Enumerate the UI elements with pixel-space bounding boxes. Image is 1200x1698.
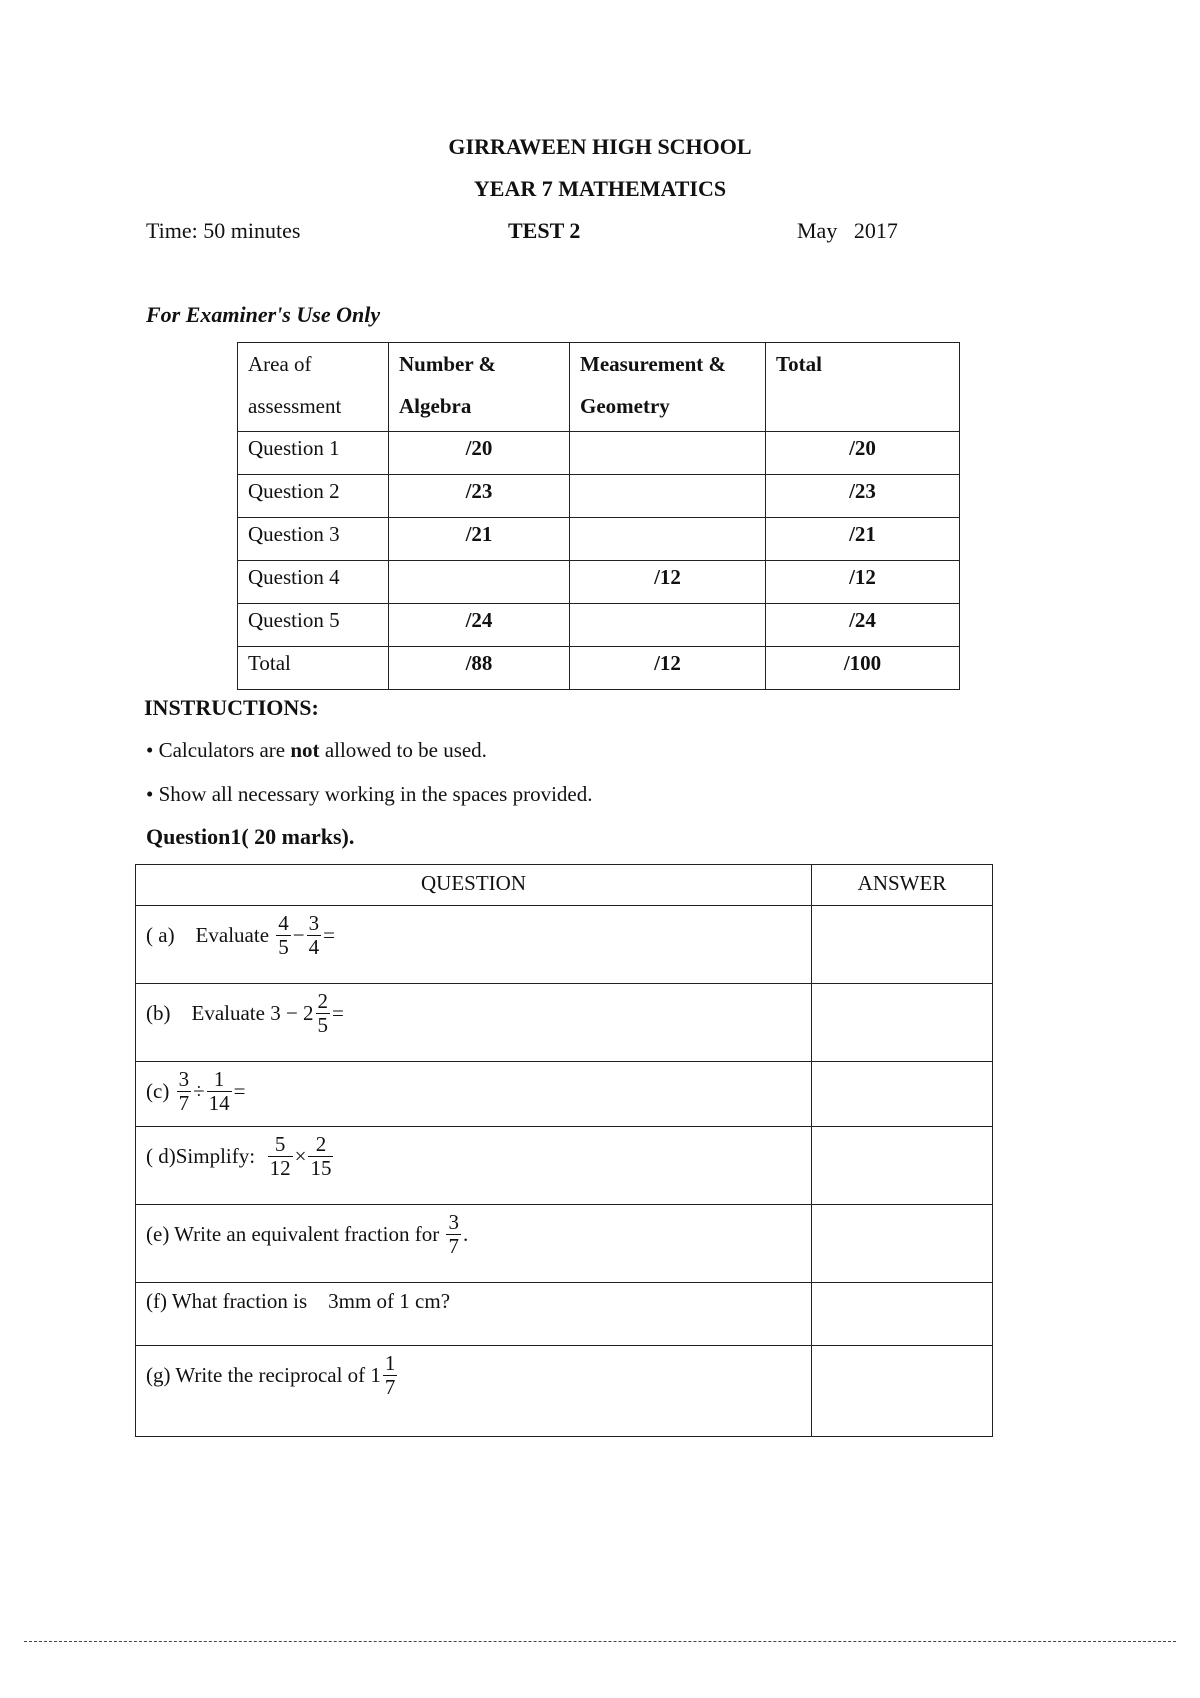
question-row-b: [136, 984, 993, 1062]
question1-table: [135, 864, 993, 1437]
answer-cell[interactable]: [812, 1062, 993, 1127]
table-row: [238, 561, 960, 604]
examiner-table-header: [238, 343, 960, 432]
question-label: (e) Write an equivalent fraction for: [146, 1222, 445, 1247]
answer-cell[interactable]: [812, 1346, 993, 1437]
question-row-c: [136, 1062, 993, 1127]
subject-title: YEAR 7 MATHEMATICS: [473, 176, 727, 201]
table-row: [238, 647, 960, 690]
fraction: [316, 990, 331, 1037]
question-table-header: [136, 865, 993, 906]
test-title: TEST 2: [508, 218, 581, 243]
denominator: 7: [384, 1375, 396, 1400]
cell-total: /21: [766, 518, 960, 561]
instructions-heading: INSTRUCTIONS:: [144, 695, 319, 720]
row-label: Question 2: [238, 475, 389, 518]
question-label: (c): [146, 1079, 175, 1104]
cell-total: /100: [766, 647, 960, 690]
header-total: Total: [766, 343, 960, 432]
question-label: (g) Write the reciprocal of 1: [146, 1363, 381, 1388]
question1-heading: Question1( 20 marks).: [146, 824, 355, 849]
period: .: [462, 1222, 469, 1247]
denominator: 5: [317, 1013, 329, 1038]
numerator: 5: [268, 1133, 293, 1157]
numerator: 1: [384, 1351, 396, 1375]
question-row-g: [136, 1346, 993, 1437]
fraction: [307, 912, 322, 959]
table-row: [238, 475, 960, 518]
denominator: 15: [310, 1156, 332, 1181]
fraction: [276, 912, 291, 959]
cell-measurement-geometry: [570, 604, 766, 647]
question-cell: [136, 1205, 812, 1283]
cell-total: /24: [766, 604, 960, 647]
cell-number-algebra: /20: [389, 432, 570, 475]
fraction: [308, 1133, 333, 1180]
table-row: [238, 518, 960, 561]
footer-divider: [24, 1641, 1176, 1642]
question-row-e: [136, 1205, 993, 1283]
numerator: 1: [207, 1068, 232, 1092]
cell-total: /12: [766, 561, 960, 604]
school-name: GIRRAWEEN HIGH SCHOOL: [448, 134, 752, 159]
question-label: (b) Evaluate 3 − 2: [146, 1001, 314, 1026]
question-row-a: [136, 906, 993, 984]
equals-sign: =: [233, 1079, 246, 1104]
question-cell: [136, 1127, 812, 1205]
cell-measurement-geometry: /12: [570, 647, 766, 690]
question-row-d: [136, 1127, 993, 1205]
numerator: 2: [308, 1133, 333, 1157]
cell-total: /20: [766, 432, 960, 475]
numerator: 3: [448, 1210, 459, 1234]
question-cell: [136, 1283, 812, 1346]
table-row: [238, 604, 960, 647]
cell-total: /23: [766, 475, 960, 518]
denominator: 14: [208, 1091, 230, 1116]
fraction: [207, 1068, 232, 1115]
equals-sign: =: [323, 923, 335, 948]
answer-cell[interactable]: [812, 1283, 993, 1346]
question-label: ( d)Simplify:: [146, 1144, 266, 1169]
cell-number-algebra: [389, 561, 570, 604]
cell-number-algebra: /23: [389, 475, 570, 518]
question-cell: [136, 1346, 812, 1437]
question-column-header: QUESTION: [136, 865, 812, 906]
denominator: 7: [448, 1234, 459, 1259]
instruction-working: • Show all necessary working in the spaces provided.: [146, 782, 593, 806]
row-label: Question 4: [238, 561, 389, 604]
cell-number-algebra: /24: [389, 604, 570, 647]
test-date: May 2017: [797, 218, 898, 243]
question-label: (f) What fraction is 3mm of 1 cm?: [146, 1289, 451, 1313]
operator: ÷: [193, 1079, 205, 1104]
answer-cell[interactable]: [812, 1205, 993, 1283]
table-row: [238, 432, 960, 475]
cell-number-algebra: /21: [389, 518, 570, 561]
fraction: [383, 1352, 398, 1399]
question-row-f: [136, 1283, 993, 1346]
row-label: Question 3: [238, 518, 389, 561]
cell-measurement-geometry: [570, 432, 766, 475]
cell-measurement-geometry: [570, 475, 766, 518]
numerator: 2: [317, 989, 329, 1013]
cell-measurement-geometry: [570, 518, 766, 561]
question-cell: [136, 1062, 812, 1127]
numerator: 3: [178, 1067, 190, 1091]
answer-cell[interactable]: [812, 906, 993, 984]
operator: ×: [294, 1144, 307, 1169]
fraction: [177, 1068, 192, 1115]
question-cell: [136, 984, 812, 1062]
denominator: 7: [178, 1091, 190, 1116]
instruction-calculators: [146, 738, 487, 763]
answer-cell[interactable]: [812, 984, 993, 1062]
denominator: 4: [308, 935, 320, 960]
equals-sign: =: [332, 1001, 344, 1026]
examiner-table: [237, 342, 960, 690]
fraction: [268, 1133, 293, 1180]
answer-column-header: ANSWER: [812, 865, 993, 906]
header-measurement-geometry: Measurement & Geometry: [570, 343, 766, 432]
numerator: 3: [308, 911, 320, 935]
header-area: Area of assessment: [238, 343, 389, 432]
answer-cell[interactable]: [812, 1127, 993, 1205]
row-label: Question 1: [238, 432, 389, 475]
numerator: 4: [278, 911, 289, 935]
header-number-algebra: Number & Algebra: [389, 343, 570, 432]
denominator: 5: [278, 935, 289, 960]
question-cell: [136, 906, 812, 984]
operator: −: [292, 923, 305, 948]
time-allowed: Time: 50 minutes: [146, 218, 301, 243]
examiner-heading: For Examiner's Use Only: [146, 302, 381, 327]
instruction-emphasis: not: [290, 738, 320, 762]
instruction-text: • Calculators are: [146, 738, 291, 762]
instruction-text: allowed to be used.: [319, 738, 487, 762]
fraction: [446, 1211, 461, 1258]
row-label: Total: [238, 647, 389, 690]
cell-measurement-geometry: /12: [570, 561, 766, 604]
question-label: ( a) Evaluate: [146, 923, 275, 948]
cell-number-algebra: /88: [389, 647, 570, 690]
denominator: 12: [269, 1156, 291, 1181]
row-label: Question 5: [238, 604, 389, 647]
